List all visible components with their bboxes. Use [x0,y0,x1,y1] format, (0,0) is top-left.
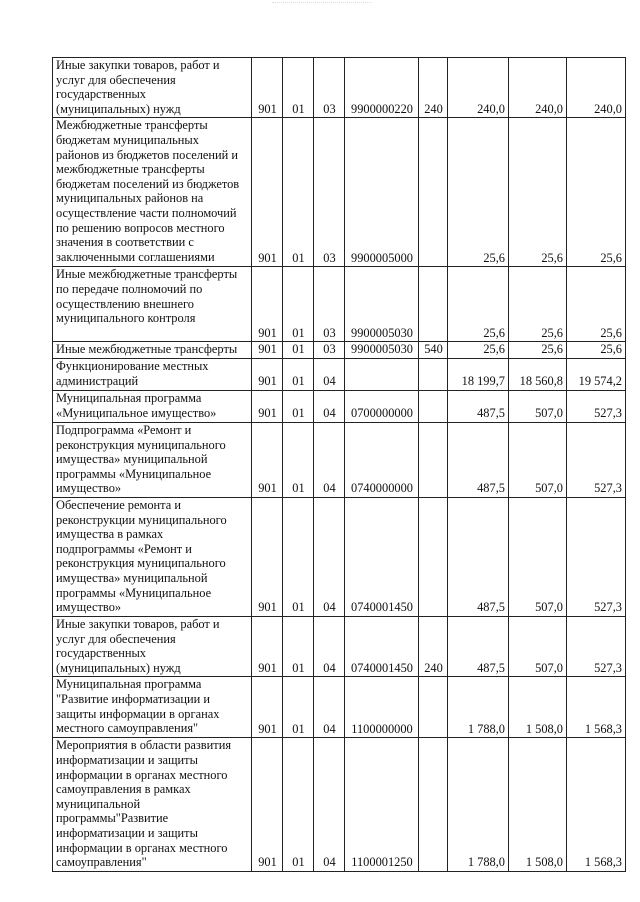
cell-name-text: Иные закупки товаров, работ и услуг для обеспечения государственных (муниципальных) нужд [56,58,220,116]
cell-section-text: 01 [292,721,305,736]
cell-target-article-text: 1100000000 [351,721,413,736]
cell-amount-year1-text: 25,6 [483,342,505,357]
cell-amount-year2-text: 507,0 [535,600,563,615]
cell-target-article [345,677,419,738]
cell-amount-year2-text: 507,0 [535,660,563,675]
table-row [53,497,626,616]
cell-expense-type-text: 240 [424,101,443,116]
cell-grbs-text: 901 [258,481,277,496]
cell-target-article-text: 0740001450 [351,600,413,615]
cell-subsection [314,616,345,676]
cell-grbs [252,342,283,359]
cell-name [53,677,252,738]
cell-grbs-text: 901 [258,325,277,340]
cell-target-article [345,358,419,390]
cell-amount-year1 [448,422,509,497]
cell-expense-type [419,738,448,871]
cell-amount-year2 [509,390,567,422]
cell-amount-year3 [567,422,626,497]
cell-target-article-text: 9900000220 [351,101,413,116]
table-row [53,58,626,118]
cell-amount-year1 [448,616,509,676]
cell-name [53,358,252,390]
cell-expense-type [419,358,448,390]
cell-name [53,497,252,616]
cell-section-text: 01 [292,855,305,870]
cell-amount-year3-text: 1 568,3 [584,855,622,870]
cell-target-article-text: 9900005030 [351,342,413,357]
table-row [53,738,626,871]
cell-subsection [314,58,345,118]
cell-amount-year3-text: 1 568,3 [584,721,622,736]
cell-name-text: Иные межбюджетные трансферты [56,342,238,357]
table-row [53,390,626,422]
cell-subsection-text: 04 [323,855,336,870]
cell-subsection [314,267,345,342]
cell-amount-year1-text: 487,5 [477,600,505,615]
cell-name [53,118,252,267]
cell-section-text: 01 [292,325,305,340]
cell-amount-year1 [448,738,509,871]
cell-expense-type [419,118,448,267]
cell-expense-type [419,497,448,616]
table-row [53,422,626,497]
cell-grbs-text: 901 [258,342,277,357]
cell-subsection [314,390,345,422]
cell-amount-year2 [509,677,567,738]
cell-amount-year3-text: 19 574,2 [578,374,622,389]
cell-section [283,342,314,359]
table-row [53,677,626,738]
cell-name-text: Иные закупки товаров, работ и услуг для обеспечения государственных (муниципальных) нужд [56,616,220,675]
cell-target-article [345,738,419,871]
cell-amount-year2-text: 1 508,0 [525,721,563,736]
cell-grbs [252,358,283,390]
cell-subsection-text: 04 [323,660,336,675]
cell-section-text: 01 [292,374,305,389]
cell-name-text: Иные межбюджетные трансферты по передаче полномочий по осуществлению внешнего муниципального контроля [56,267,238,326]
cell-section-text: 01 [292,406,305,421]
cell-amount-year2 [509,267,567,342]
cell-section [283,390,314,422]
cell-section-text: 01 [292,660,305,675]
cell-amount-year1-text: 487,5 [477,481,505,496]
cell-expense-type-text: 240 [424,660,443,675]
cell-name [53,267,252,342]
cell-name [53,738,252,871]
cell-amount-year2 [509,616,567,676]
cell-amount-year3 [567,497,626,616]
cell-grbs-text: 901 [258,855,277,870]
cell-amount-year1-text: 1 788,0 [467,721,505,736]
cell-amount-year2-text: 18 560,8 [519,374,563,389]
cell-grbs-text: 901 [258,406,277,421]
cell-subsection-text: 04 [323,406,336,421]
cell-amount-year2-text: 1 508,0 [525,855,563,870]
cell-amount-year1 [448,342,509,359]
table-row [53,118,626,267]
cell-amount-year3 [567,267,626,342]
cell-amount-year1 [448,390,509,422]
cell-grbs-text: 901 [258,374,277,389]
table-row [53,358,626,390]
cell-name [53,58,252,118]
cell-grbs [252,616,283,676]
cell-amount-year3 [567,390,626,422]
cell-section [283,616,314,676]
cell-target-article [345,267,419,342]
budget-table [52,57,626,872]
cell-name [53,616,252,676]
cell-amount-year2 [509,58,567,118]
cell-section [283,422,314,497]
cell-amount-year2 [509,342,567,359]
cell-subsection-text: 03 [323,101,336,116]
cell-section-text: 01 [292,101,305,116]
cell-subsection [314,358,345,390]
cell-name-text: Межбюджетные трансферты бюджетам муниципальных районов из бюджетов поселений и межбюджетные трансферты бюджетам поселений из бюджетов муниципальных районов на осуществление части полномочий по решению вопросов местного значения в соответствии с заключенными соглашениями [56,118,240,264]
cell-target-article [345,616,419,676]
cell-amount-year3-text: 527,3 [594,406,622,421]
cell-name-text: Обеспечение ремонта и реконструкции муниципального имущества в рамках подпрограммы «Ремонт и реконструкция муниципального имущества» муниципальной программы «Муниципальное имущество» [56,497,227,615]
cell-section [283,677,314,738]
cell-subsection [314,118,345,267]
cell-amount-year3 [567,677,626,738]
cell-target-article [345,390,419,422]
cell-section [283,118,314,267]
cell-amount-year2-text: 25,6 [541,342,563,357]
cell-subsection [314,738,345,871]
cell-expense-type-text: 540 [424,342,443,357]
cell-expense-type [419,58,448,118]
cell-amount-year3-text: 240,0 [594,101,622,116]
cell-amount-year3 [567,342,626,359]
cell-amount-year3-text: 527,3 [594,481,622,496]
cell-grbs-text: 901 [258,660,277,675]
cell-expense-type [419,342,448,359]
cell-grbs-text: 901 [258,101,277,116]
cell-name-text: Муниципальная программа «Муниципальное имущество» [56,390,217,420]
cell-amount-year1-text: 240,0 [477,101,505,116]
cell-subsection [314,342,345,359]
cell-amount-year2 [509,738,567,871]
cell-grbs [252,422,283,497]
cell-subsection-text: 04 [323,374,336,389]
cell-grbs-text: 901 [258,250,277,265]
cell-amount-year2-text: 25,6 [541,250,563,265]
cell-name [53,342,252,359]
cell-grbs [252,58,283,118]
cell-expense-type [419,616,448,676]
cell-amount-year3-text: 25,6 [600,250,622,265]
cell-target-article-text: 9900005000 [351,250,413,265]
cell-subsection-text: 04 [323,721,336,736]
cell-amount-year2 [509,358,567,390]
cell-amount-year1-text: 25,6 [483,250,505,265]
cell-target-article [345,342,419,359]
cell-section [283,267,314,342]
cell-grbs-text: 901 [258,600,277,615]
cell-target-article-text: 0700000000 [351,406,413,421]
cell-subsection-text: 04 [323,600,336,615]
cell-name [53,390,252,422]
cell-target-article-text: 9900005030 [351,325,413,340]
cell-section [283,58,314,118]
cell-amount-year1-text: 1 788,0 [467,855,505,870]
cell-amount-year2-text: 240,0 [535,101,563,116]
cell-grbs [252,390,283,422]
cell-target-article [345,497,419,616]
cell-amount-year1-text: 25,6 [483,325,505,340]
cell-amount-year3-text: 527,3 [594,600,622,615]
cell-grbs-text: 901 [258,721,277,736]
cell-section-text: 01 [292,342,305,357]
cell-amount-year1 [448,677,509,738]
cell-expense-type [419,390,448,422]
cell-amount-year3-text: 527,3 [594,660,622,675]
cell-amount-year2-text: 507,0 [535,406,563,421]
cell-amount-year3 [567,616,626,676]
table-row [53,267,626,342]
cell-expense-type [419,422,448,497]
table-row [53,342,626,359]
cell-section [283,497,314,616]
cell-amount-year1 [448,358,509,390]
cell-amount-year1-text: 487,5 [477,660,505,675]
cell-target-article [345,422,419,497]
cell-grbs [252,497,283,616]
cell-name-text: Подпрограмма «Ремонт и реконструкция муниципального имущества» муниципальной программы «Муниципальное имущество» [56,422,226,496]
cell-subsection [314,677,345,738]
cell-subsection [314,497,345,616]
cell-subsection-text: 03 [323,325,336,340]
cell-name-text: Муниципальная программа "Развитие информатизации и защиты информации в органах местного самоуправления" [56,677,220,736]
cell-section [283,358,314,390]
cell-grbs [252,738,283,871]
cell-amount-year3-text: 25,6 [600,325,622,340]
cell-amount-year2 [509,118,567,267]
cell-section-text: 01 [292,250,305,265]
cell-grbs [252,118,283,267]
cell-expense-type [419,677,448,738]
cell-amount-year3 [567,358,626,390]
cell-target-article [345,58,419,118]
cell-expense-type [419,267,448,342]
cell-target-article-text: 0740001450 [351,660,413,675]
cell-amount-year2-text: 25,6 [541,325,563,340]
cell-section-text: 01 [292,600,305,615]
cell-target-article-text: 1100001250 [351,855,413,870]
cell-grbs [252,267,283,342]
cell-subsection-text: 04 [323,481,336,496]
cell-subsection-text: 03 [323,250,336,265]
cell-amount-year3 [567,738,626,871]
cell-amount-year3 [567,118,626,267]
cell-amount-year3-text: 25,6 [600,342,622,357]
scan-artifact [272,2,372,7]
cell-subsection [314,422,345,497]
cell-section [283,738,314,871]
cell-amount-year1 [448,497,509,616]
cell-amount-year2 [509,497,567,616]
cell-name-text: Мероприятия в области развития информатизации и защиты информации в органах местного самоуправления в рамках муниципальной программы"Развитие информатизации и защиты информации в органах местного самоуправления" [56,738,232,870]
cell-name-text: Функционирование местных администраций [56,358,209,388]
cell-amount-year2-text: 507,0 [535,481,563,496]
cell-amount-year1 [448,118,509,267]
cell-amount-year1 [448,267,509,342]
cell-section-text: 01 [292,481,305,496]
cell-name [53,422,252,497]
table-row [53,616,626,676]
cell-subsection-text: 03 [323,342,336,357]
cell-grbs [252,677,283,738]
cell-amount-year2 [509,422,567,497]
cell-amount-year1 [448,58,509,118]
cell-amount-year1-text: 487,5 [477,406,505,421]
cell-target-article [345,118,419,267]
cell-amount-year1-text: 18 199,7 [461,374,505,389]
cell-amount-year3 [567,58,626,118]
cell-target-article-text: 0740000000 [351,481,413,496]
